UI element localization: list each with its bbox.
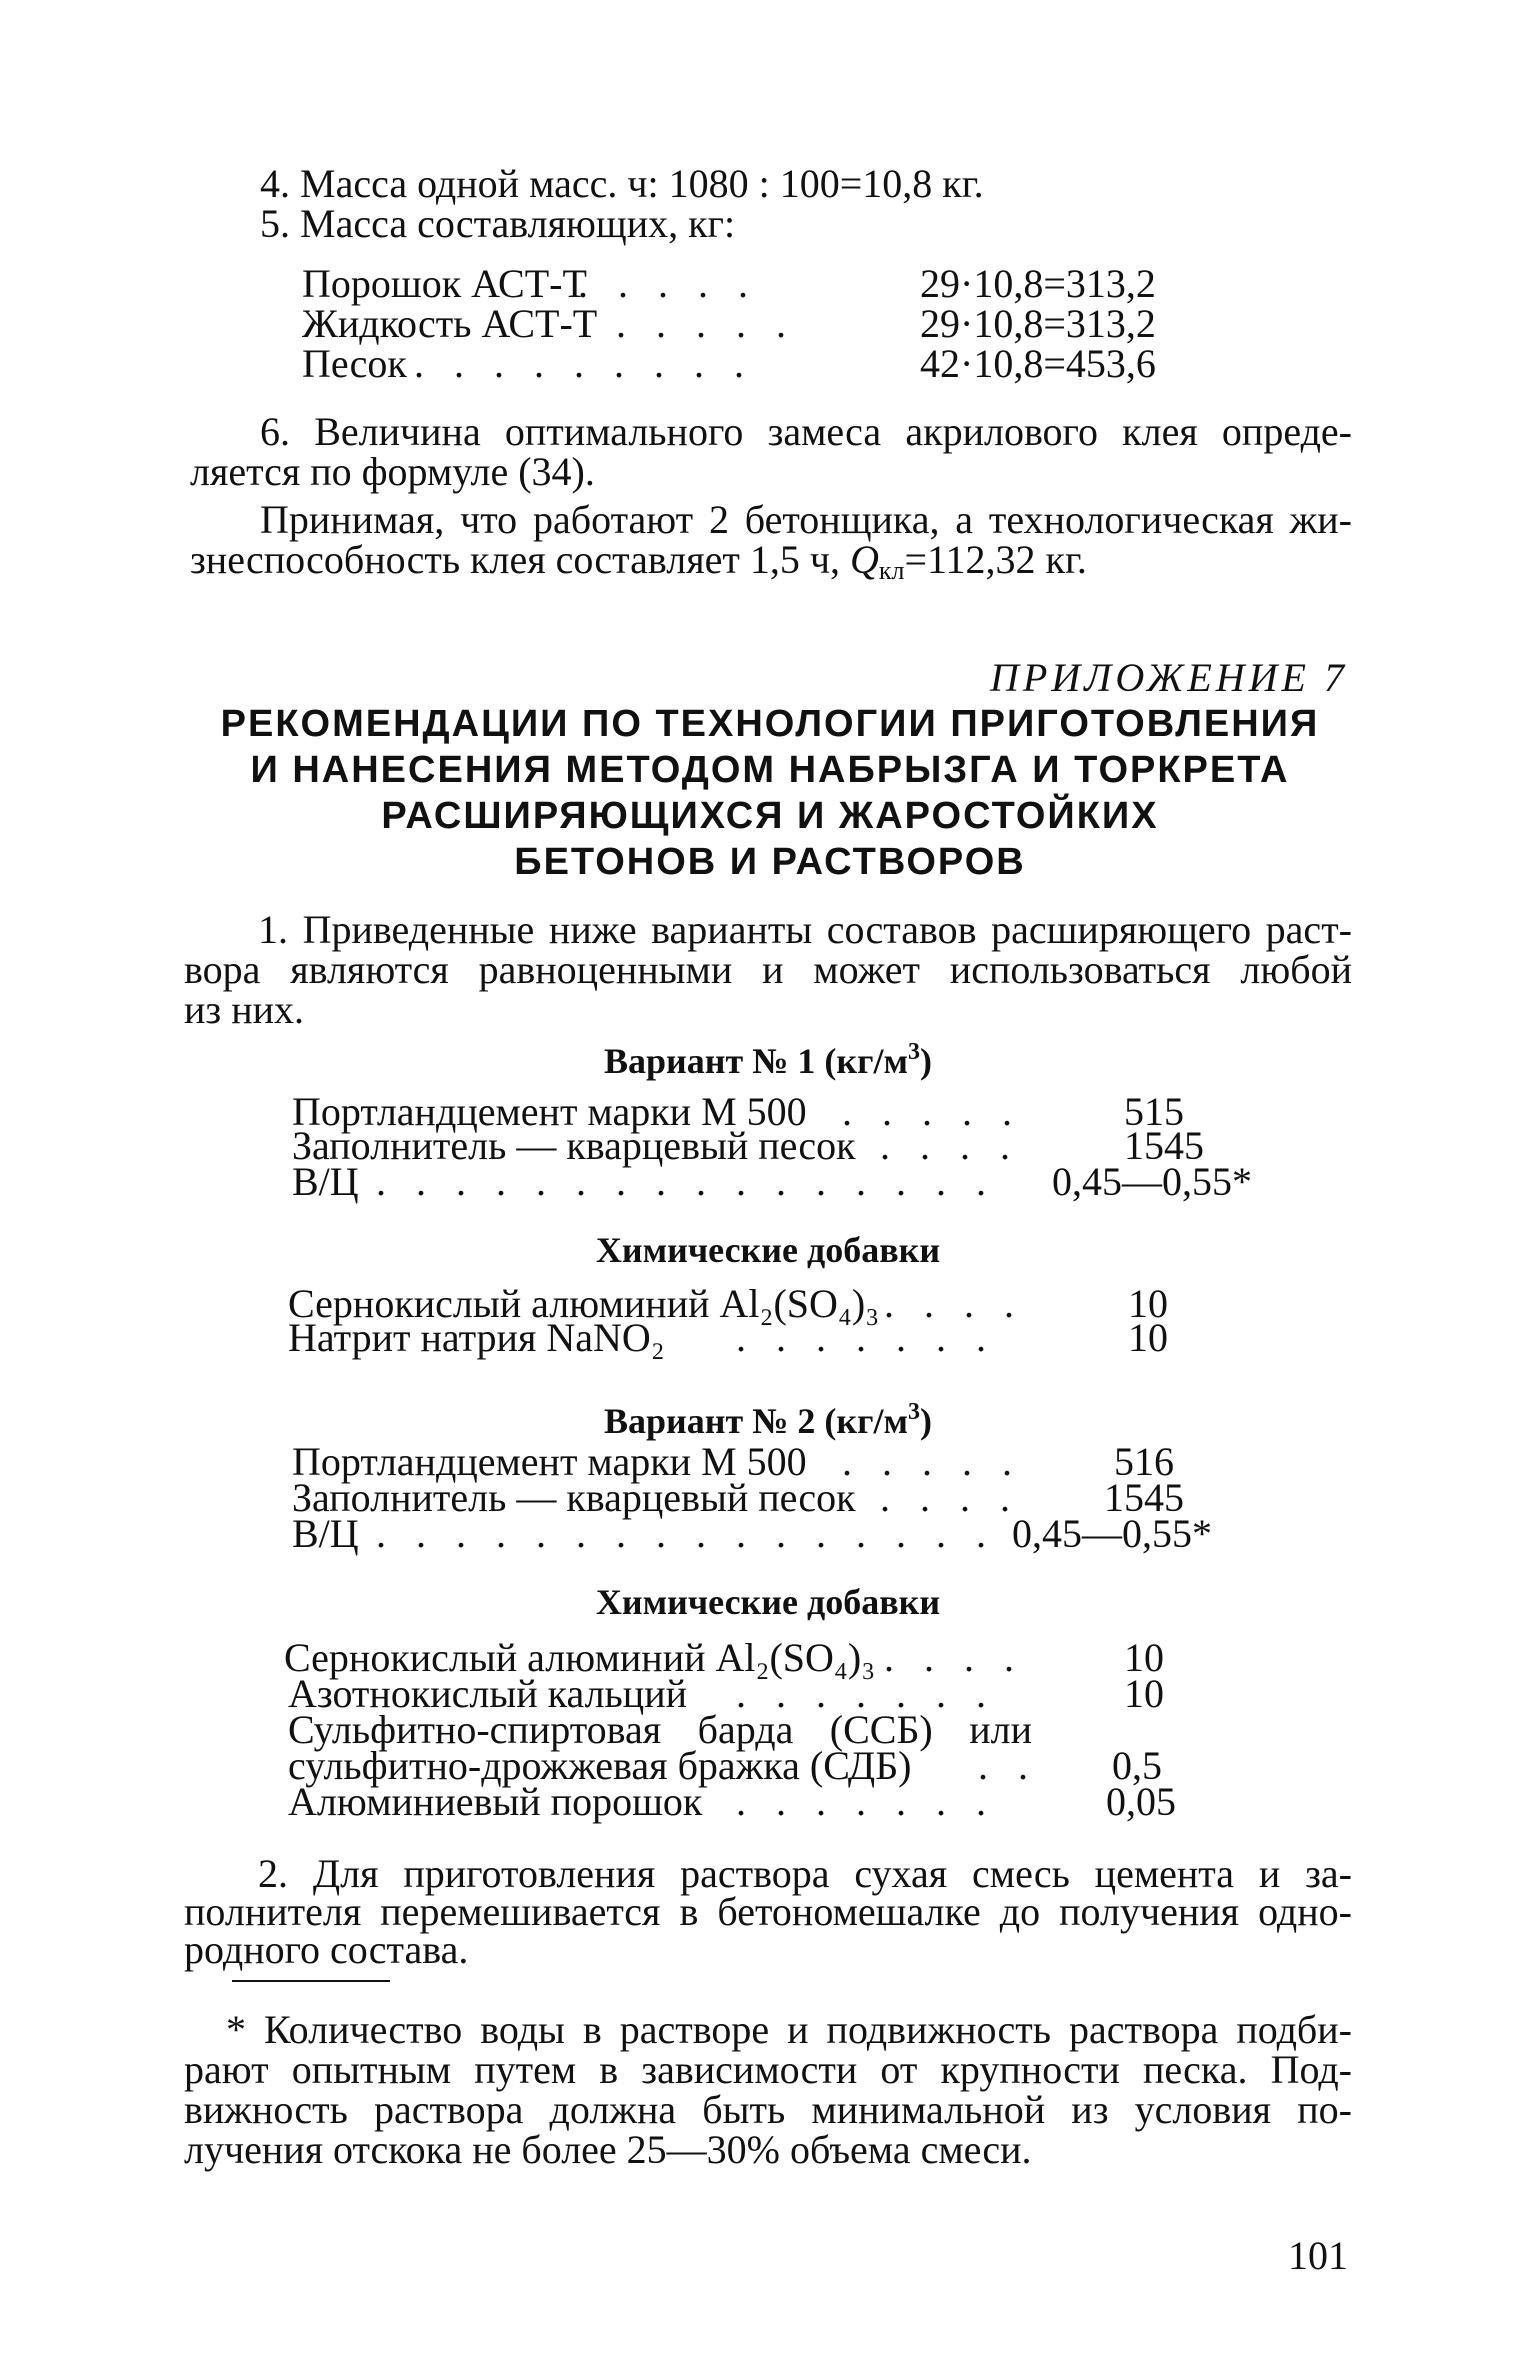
row-value: 0,45—0,55* [1012,1511,1212,1556]
title-line-4: БЕТОНОВ И РАСТВОРОВ [514,841,1026,883]
additive-label: Алюминиевый порошок [288,1779,703,1824]
row-label: Портландцемент марки М 500 [292,1439,807,1484]
para2-line1: 2. Для приготовления раствора сухая смесь цемента и за- [258,1851,1352,1896]
additive-label: Сульфитно-спиртовая барда (ССБ) или [288,1707,1032,1752]
component-value: 29·10,8=313,2 [920,301,1156,346]
title-line-2: И НАНЕСЕНИЯ МЕТОДОМ НАБРЫЗГА И ТОРКРЕТА [250,749,1290,791]
row-label: Заполнитель — кварцевый песок [292,1123,856,1168]
leader-dots: . . . . [880,1123,1020,1168]
q-value: =112,32 кг. [904,537,1087,582]
row-label: Портландцемент марки М 500 [292,1089,807,1134]
para1-line2: вора являются равноценными и может использоваться любой [184,947,1352,992]
additive-value: 0,5 [1112,1743,1162,1788]
page-number: 101 [1288,2233,1348,2278]
leader-dots: . . [978,1743,1038,1788]
additive-value: 10 [1124,1671,1164,1716]
q-subscript: кл [878,556,905,585]
variant2-title-sup: 3 [907,1399,920,1425]
row-label: В/Ц [292,1159,359,1204]
leader-dots: . . . . . . . . . . . . . . . . [376,1511,996,1556]
leader-dots: . . . . . [842,1439,1022,1484]
para1-line3: из них. [184,987,305,1032]
variant1-title-sup: 3 [907,1039,920,1065]
variant2-additives-title: Химические добавки [595,1582,941,1622]
appendix-label: ПРИЛОЖЕНИЕ 7 [990,655,1348,700]
leader-dots: . . . . . . . [736,1315,996,1360]
row-value: 1545 [1104,1475,1184,1520]
variant2-title [0,1392,1536,1441]
row-value: 1545 [1124,1123,1204,1168]
list-item-5: 5. Масса составляющих, кг: [260,201,736,246]
para6-line3: Принимая, что работают 2 бетонщика, а технологическая жи- [260,497,1352,542]
leader-dots: . . . . [880,1475,1020,1520]
leader-dots: . . . . . . . [736,1671,996,1716]
leader-dots: . . . . . [578,261,758,306]
leader-dots: . . . . . [616,301,796,346]
component-value: 42·10,8=453,6 [920,341,1156,386]
variant2-title-end: ) [919,1401,932,1441]
variant1-title-end: ) [919,1041,932,1081]
additive-value: 10 [1128,1315,1168,1360]
row-label: Заполнитель — кварцевый песок [292,1475,856,1520]
leader-dots: . . . . [884,1635,1024,1680]
variant1-additives-title: Химические добавки [595,1230,941,1270]
row-value: 516 [1114,1439,1174,1484]
leader-dots: . . . . . . . . . . . . . . . . [376,1159,996,1204]
para2-line2: полнителя перемешивается в бетономешалке до получения одно- [184,1889,1352,1934]
row-label: В/Ц [292,1511,359,1556]
leader-dots: . . . . . . . . . [414,341,754,386]
title-line-1: РЕКОМЕНДАЦИИ ПО ТЕХНОЛОГИИ ПРИГОТОВЛЕНИЯ [220,703,1320,745]
leader-dots: . . . . . [842,1089,1022,1134]
para6-line1: 6. Величина оптимального замеса акрилового клея опреде- [260,409,1352,454]
additive-label: Азотнокислый кальций [288,1671,688,1716]
footnote-separator [232,1980,390,1982]
component-label: Жидкость АСТ-Т [302,301,598,346]
leader-dots: . . . . . . . [736,1779,996,1824]
additive-label: Сернокислый алюминий Al₂(SO₄)₃ [288,1281,880,1326]
component-label: Песок [302,341,407,386]
variant1-title-text: Вариант № 1 (кг/м [604,1041,908,1081]
leader-dots: . . . . [884,1281,1024,1326]
additive-value: 10 [1124,1635,1164,1680]
variant2-title-text: Вариант № 2 (кг/м [604,1401,908,1441]
footnote-line3: вижность раствора должна быть минимальной из условия по- [184,2087,1352,2132]
q-symbol: Q [849,537,879,582]
para1-line1: 1. Приведенные ниже варианты составов расширяющего раст- [258,907,1352,952]
row-value: 515 [1124,1089,1184,1134]
footnote-line2: рают опытным путем в зависимости от крупности песка. Под- [184,2047,1352,2092]
variant1-title [0,1032,1536,1081]
title-line-3: РАСШИРЯЮЩИХСЯ И ЖАРОСТОЙКИХ [381,795,1159,837]
additive-value: 0,05 [1106,1779,1176,1824]
component-value: 29·10,8=313,2 [920,261,1156,306]
para6-line4-text: знеспособность клея составляет 1,5 ч, [190,537,840,582]
footnote-line4: лучения отскока не более 25—30% объема смеси. [184,2127,1032,2172]
para6-line4 [190,537,1087,591]
additive-label: Натрит натрия NaNO₂ [288,1315,665,1360]
component-label: Порошок АСТ-Т [302,261,587,306]
additive-label: Сернокислый алюминий Al₂(SO₄)₃ [284,1635,876,1680]
row-value: 0,45—0,55* [1052,1159,1252,1204]
footnote-line1: * Количество воды в растворе и подвижность раствора подби- [226,2007,1352,2052]
para2-line3: родного состава. [184,1927,469,1972]
para6-line2: ляется по формуле (34). [190,449,595,494]
additive-value: 10 [1128,1281,1168,1326]
additive-label: сульфитно-дрожжевая бражка (СДБ) [288,1743,912,1788]
list-item-4: 4. Масса одной масс. ч: 1080 : 100=10,8 кг. [260,161,984,206]
